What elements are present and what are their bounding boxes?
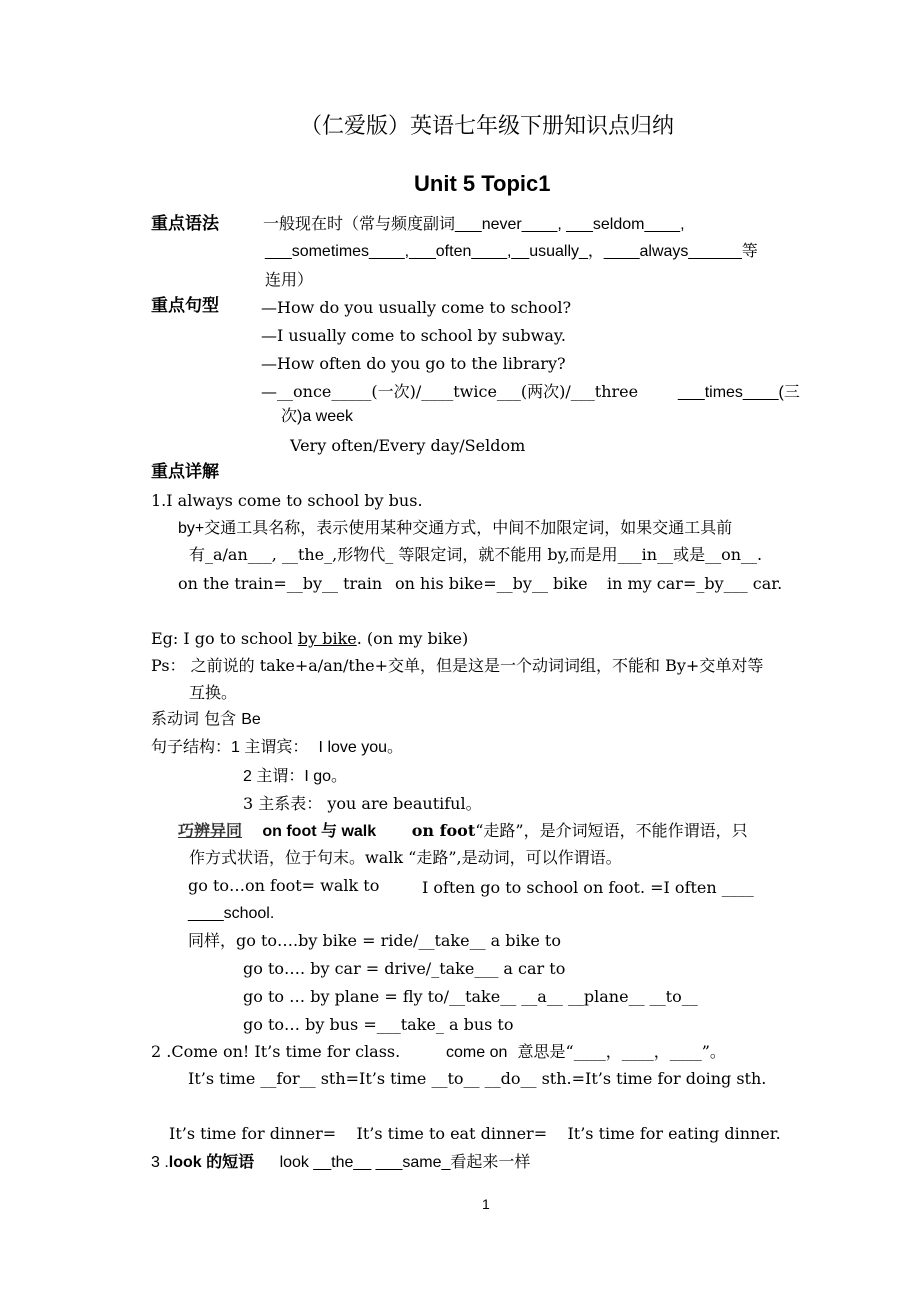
- example-post: . (on my bike): [356, 629, 469, 648]
- unit-title: Unit 5 Topic1: [414, 171, 551, 196]
- come-on-meaning: 意思是“____，____，____”。: [517, 1042, 726, 1061]
- example-sentence: [151, 629, 468, 649]
- by-plus-label: by+: [178, 520, 205, 537]
- item-3-number: 3 .: [151, 1154, 169, 1171]
- linking-verb-line: [151, 709, 261, 730]
- sentence-line-5: 次)a week: [281, 408, 354, 425]
- details-heading: 重点详解: [151, 462, 219, 482]
- grammar-heading: 重点语法: [151, 214, 219, 234]
- compare-heading-line: [178, 821, 748, 842]
- item-3-phrase: look __the__ ___same_: [279, 1154, 451, 1171]
- same-line-4: go to… by bus =___take_ a bus to: [243, 1015, 514, 1034]
- come-on-phrase: come on: [446, 1044, 508, 1061]
- by-line-1-text: 交通工具名称，表示使用某种交通方式，中间不加限定词，如果交通工具前: [204, 518, 733, 537]
- detail-item-3: [151, 1152, 530, 1173]
- sentences-heading: 重点句型: [151, 296, 219, 316]
- structure-label: 句子结构：: [151, 737, 232, 756]
- grammar-line-3: 连用）: [265, 270, 314, 289]
- item-3-meaning: 看起来一样: [450, 1152, 531, 1171]
- sentence-line-4a: —__once_____(一次)/____twice___(两次)/___three: [261, 382, 639, 401]
- page-number: 1: [482, 1196, 490, 1212]
- detail-item-2-line-2: It’s time __for__ sth=It’s time __to__ __do__ sth.=It’s time for doing sth.: [188, 1069, 767, 1088]
- structure-line-1: [151, 737, 403, 758]
- by-example-train: on the train=__by__ train: [178, 574, 383, 593]
- compare-line-2: 作方式状语，位于句末。walk “走路”,是动词，可以作谓语。: [189, 848, 622, 867]
- by-example-bike: on his bike=__by__ bike: [395, 574, 588, 593]
- structure-1-end: 。: [387, 737, 404, 756]
- detail-item-2a: 2 .Come on! It’s time for class.: [151, 1042, 401, 1061]
- same-line-3: go to … by plane = fly to/__take__ __a__ __plane__ __to__: [243, 987, 698, 1006]
- structure-2-end: 。: [331, 766, 348, 785]
- sentence-line-4b: ___times____(三: [678, 384, 800, 401]
- sentence-line-6: Very often/Every day/Seldom: [290, 436, 526, 455]
- by-explanation-line-1: [178, 518, 732, 539]
- ps-line-1: Ps： 之前说的 take+a/an/the+交单，但是这是一个动词词组，不能和 By+交单对等: [151, 656, 764, 675]
- grammar-line-2: ___sometimes____,___often____,__usually_，____always______等: [265, 243, 758, 260]
- structure-line-3: 3 主系表： you are beautiful。: [243, 794, 482, 813]
- sentence-line-1: —How do you usually come to school?: [261, 298, 572, 317]
- detail-item-2-line-3: It’s time for dinner= It’s time to eat dinner= It’s time for eating dinner.: [169, 1124, 781, 1143]
- document-title: （仁爱版）英语七年级下册知识点归纳: [300, 114, 675, 139]
- compare-on-foot: on foot: [411, 821, 476, 840]
- detail-item-2-right: [446, 1042, 726, 1063]
- linking-verb-en: Be: [241, 711, 261, 728]
- structure-1-example: I love you: [318, 739, 388, 756]
- same-line-2: go to…. by car = drive/_take___ a car to: [243, 959, 566, 978]
- ps-line-2: 互换。: [189, 683, 238, 702]
- structure-2-num: 2 主谓：: [243, 768, 305, 785]
- goto-line-c: ____school.: [188, 905, 275, 922]
- goto-line-b: I often go to school on foot. =I often ____: [422, 878, 754, 897]
- compare-text: “走路”，是介词短语，不能作谓语，只: [475, 821, 748, 840]
- linking-verb-cn: 系动词 包含: [151, 709, 242, 728]
- example-underlined: by bike: [297, 629, 357, 648]
- example-pre: Eg: I go to school: [151, 629, 298, 648]
- structure-1-num: 1 主谓宾：: [231, 739, 309, 756]
- goto-line-a: go to…on foot= walk to: [188, 876, 380, 895]
- by-example-car: in my car=_by___ car.: [607, 574, 783, 593]
- same-line-1: 同样，go to….by bike = ride/__take__ a bike to: [188, 931, 561, 950]
- structure-2-example: I go: [304, 768, 332, 785]
- detail-item-1: 1.I always come to school by bus.: [151, 491, 423, 510]
- sentence-line-2: —I usually come to school by subway.: [261, 326, 566, 345]
- by-explanation-line-2: 有_a/an___, __the_,形物代_ 等限定词，就不能用 by,而是用___in__或是__on__.: [189, 545, 763, 564]
- item-3-title: look 的短语: [168, 1154, 255, 1171]
- sentence-line-3: —How often do you go to the library?: [261, 354, 566, 373]
- structure-line-2: [243, 766, 347, 787]
- grammar-line-1: 一般现在时（常与频度副词___never____, ___seldom____,: [263, 216, 685, 233]
- compare-tag: 巧辨异同: [178, 823, 243, 840]
- compare-title: on foot 与 walk: [262, 823, 377, 840]
